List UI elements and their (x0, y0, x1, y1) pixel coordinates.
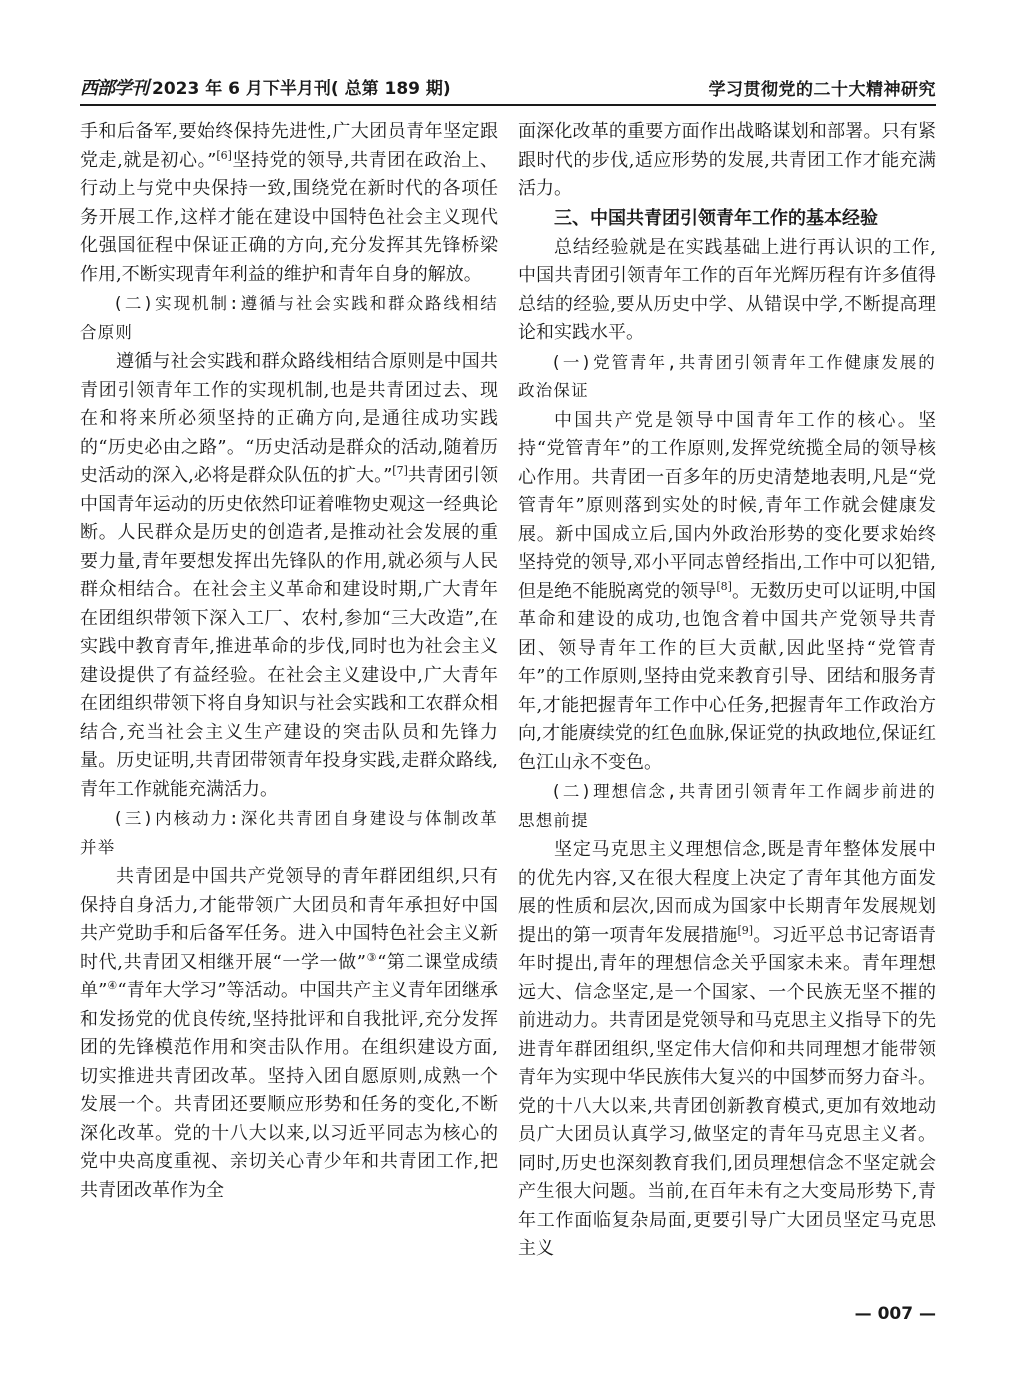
paragraph: 中国共产党是领导中国青年工作的核心。坚持“党管青年”的工作原则,发挥党统揽全局的领导核心作用。共青团一百多年的历史清楚地表明,凡是“党管青年”原则落到实处的时候,青年工作就会健康发展。新中国成立后,国内外政治形势的变化要求始终坚持党的领导,邓小平同志曾经指出,工作中可以犯错,但是绝不能脱离党的领导[8]。无数历史可以证明,中国革命和建设的成功,也饱含着中国共产党领导共青团、领导青年工作的巨大贡献,因此坚持“党管青年”的工作原则,坚持由党来教育引导、团结和服务青年,才能把握青年工作中心任务,把握青年工作政治方向,才能赓续党的红色血脉,保证党的执政地位,保证红色江山永不变色。 (518, 409, 936, 773)
left-column (80, 118, 498, 1298)
paragraph-continued: 面深化改革的重要方面作出战略谋划和部署。只有紧跟时代的步伐,适应形势的发展,共青团工作才能充满活力。 (518, 121, 936, 199)
citation-ref: [7] (392, 464, 408, 477)
page-number: — 007 — (854, 1304, 936, 1324)
right-column (518, 118, 936, 1298)
footnote-mark: ④ (107, 979, 118, 992)
subsection-heading-2: (二)理想信念,共青团引领青年工作阔步前进的思想前提 (518, 782, 936, 830)
citation-ref: [8] (716, 579, 732, 593)
footnote-mark: ③ (366, 950, 378, 964)
section-heading: 三、中国共青团引领青年工作的基本经验 (554, 207, 878, 229)
citation-ref: [9] (737, 923, 754, 937)
section-title: 学习贯彻党的二十大精神研究 (708, 79, 936, 100)
journal-logo: 西部学刊 (80, 78, 148, 99)
paragraph-continued: 手和后备军,要始终保持先进性,广大团员青年坚定跟党走,就是初心。”[6]坚持党的领导,共青团在政治上、行动上与党中央保持一致,围绕党在新时代的各项任务开展工作,这样才能在建设中国特色社会主义现代化强国征程中保证正确的方向,充分发挥其先锋桥梁作用,不断实现青年利益的维护和青年自身的解放。 (80, 121, 498, 285)
text-columns (80, 118, 936, 1298)
paragraph: 坚定马克思主义理想信念,既是青年整体发展中的优先内容,又在很大程度上决定了青年其他方面发展的性质和层次,因而成为国家中长期青年发展规划提出的第一项青年发展措施[9]。习近平总书记寄语青年时提出,青年的理想信念关乎国家未来。青年理想远大、信念坚定,是一个国家、一个民族无坚不摧的前进动力。共青团是党领导和马克思主义指导下的先进青年群团组织,坚定伟大信仰和共同理想才能带领青年为实现中华民族伟大复兴的中国梦而努力奋斗。党的十八大以来,共青团创新教育模式,更加有效地动员广大团员认真学习,做坚定的青年马克思主义者。同时,历史也深刻教育我们,团员理想信念不坚定就会产生很大问题。当前,在百年未有之大变局形势下,青年工作面临复杂局面,更要引导广大团员坚定马克思主义 (518, 839, 937, 1259)
subsection-heading-2: (二)实现机制:遵循与社会实践和群众路线相结合原则 (80, 294, 498, 342)
paragraph: 遵循与社会实践和群众路线相结合原则是中国共青团引领青年工作的实现机制,也是共青团过去、现在和将来所必须坚持的正确方向,是通往成功实践的“历史必由之路”。“历史活动是群众的活动,随着历史活动的深入,必将是群众队伍的扩大。”[7]共青团引领中国青年运动的历史依然印证着唯物史观这一经典论断。人民群众是历史的创造者,是推动社会发展的重要力量,青年要想发挥出先锋队的作用,就必须与人民群众相结合。在社会主义革命和建设时期,广大青年在团组织带领下深入工厂、农村,参加“三大改造”,在实践中教育青年,推进革命的步伐,同时也为社会主义建设提供了有益经验。在社会主义建设中,广大青年在团组织带领下将自身知识与社会实践和工农群众相结合,充当社会主义生产建设的突击队员和先锋力量。历史证明,共青团带领青年投身实践,走群众路线,青年工作就能充满活力。 (80, 351, 498, 800)
paragraph: 总结经验就是在实践基础上进行再认识的工作,中国共青团引领青年工作的百年光辉历程有许多值得总结的经验,要从历史中学、从错误中学,不断提高理论和实践水平。 (518, 236, 936, 343)
issue-info: 2023 年 6 月下半月刊( 总第 189 期) (152, 79, 451, 99)
header-left (80, 74, 451, 100)
subsection-heading-1: (一)党管青年,共青团引领青年工作健康发展的政治保证 (518, 352, 936, 400)
paragraph: 共青团是中国共产党领导的青年群团组织,只有保持自身活力,才能带领广大团员和青年承担好中国共产党助手和后备军任务。进入中国特色社会主义新时代,共青团又相继开展“一学一做”③“第二课堂成绩单”④“青年大学习”等活动。中国共产主义青年团继承和发扬党的优良传统,坚持批评和自我批评,充分发挥团的先锋模范作用和突击队作用。在组织建设方面,切实推进共青团改革。坚持入团自愿原则,成熟一个发展一个。共青团还要顺应形势和任务的变化,不断深化改革。党的十八大以来,以习近平同志为核心的党中央高度重视、亲切关心青少年和共青团工作,把共青团改革作为全 (80, 866, 499, 1201)
running-header (80, 70, 936, 106)
subsection-heading-3: (三)内核动力:深化共青团自身建设与体制改革并举 (80, 809, 498, 857)
citation-ref: [6] (216, 148, 232, 162)
